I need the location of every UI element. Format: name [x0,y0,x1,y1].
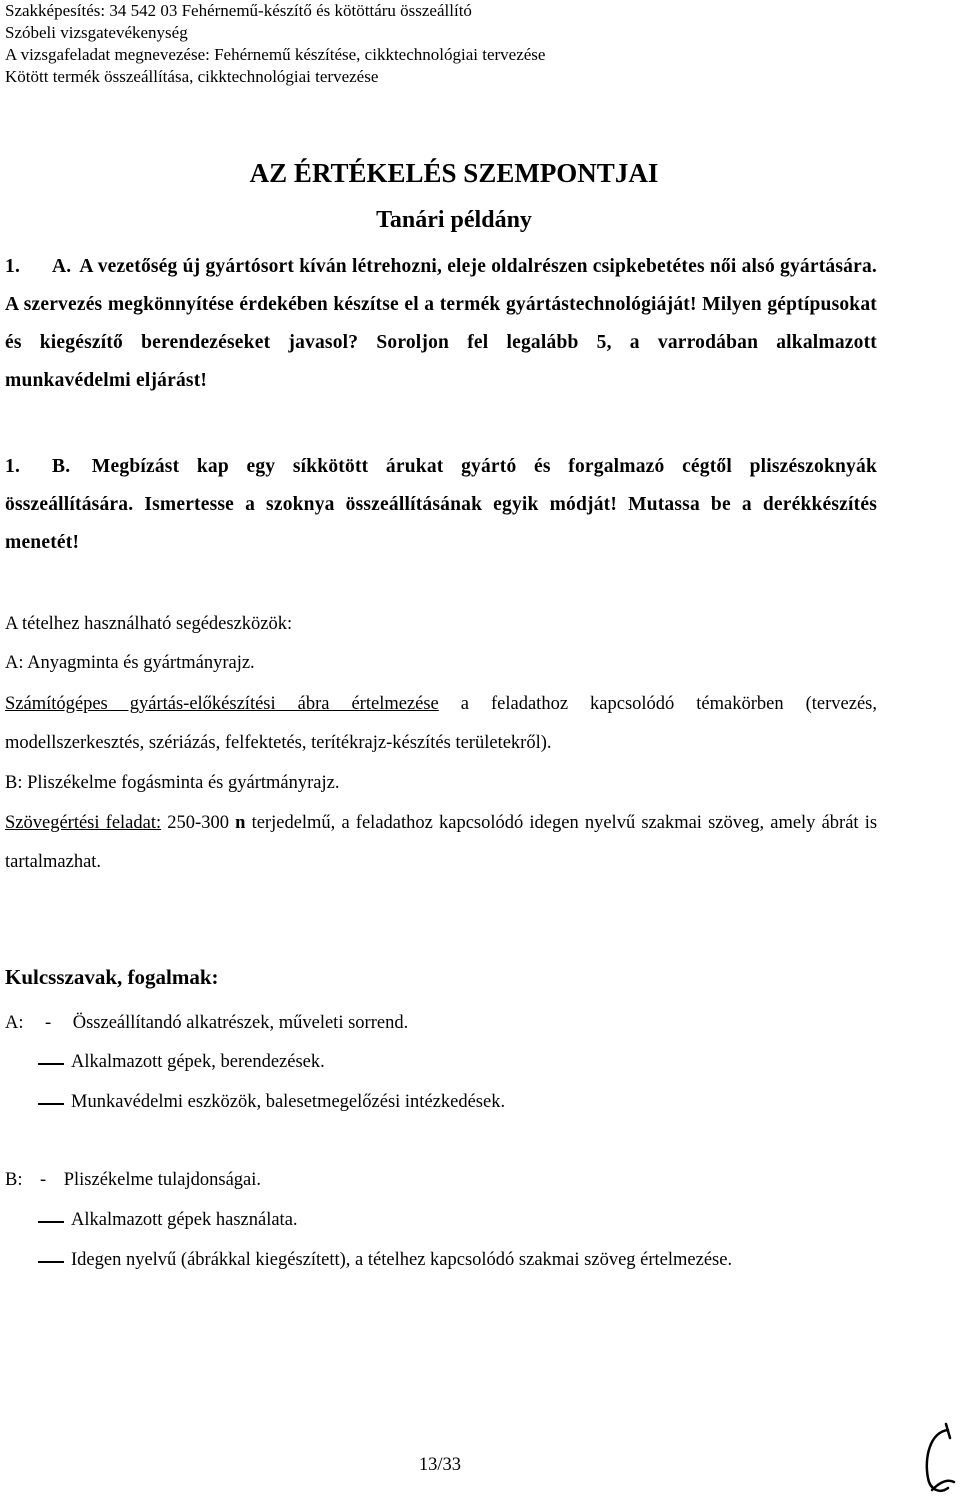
keywords-b-first [5,1161,877,1200]
tools-a [5,644,877,683]
bullet-dash [38,1221,64,1223]
tools-reading-text: terjedelmű, a feladathoz kapcsolódó idegen nyelvű szakmai szöveg, amely ábrát is tartalmazhat. [5,813,878,872]
page-subtitle: Tanári példány [376,207,532,233]
task-a-label: A. [52,256,72,277]
header-task-name: A vizsgafeladat megnevezése: Fehérnemű készítése, cikktechnológiai tervezése [5,45,546,64]
signature-mark [918,1418,958,1498]
tools-reading-range: 250-300 [167,813,229,833]
keywords-a-dash: - [45,1013,52,1033]
tools-computer-title: Számítógépes gyártás-előkészítési ábra értelmezése [5,694,439,714]
page-header [5,0,545,88]
tools-a-text: Anyagminta és gyártmányrajz. [27,653,255,673]
tools-computer [5,685,877,763]
header-subtask: Kötött termék összeállítása, cikktechnológiai tervezése [5,67,379,86]
tools-b-label: B: [5,773,23,793]
keywords-b-dash: - [40,1170,47,1190]
header-qualification: Szakképesítés: 34 542 03 Fehérnemű-készítő és kötöttáru összeállító [5,1,472,20]
task-a [5,248,877,400]
tools-reading [5,804,877,882]
task-b-label: B. [52,456,71,477]
tools-a-label: A: [5,653,24,673]
keywords-b-label: B: [5,1170,23,1190]
keywords-a-item: Munkavédelmi eszközök, balesetmegelőzési intézkedések. [71,1092,506,1112]
keywords-b-first-text: Pliszékelme tulajdonságai. [63,1170,262,1190]
page-number: 13/33 [418,1455,462,1475]
task-a-number: 1. [5,256,21,277]
bullet-dash [38,1063,64,1065]
page-title: AZ ÉRTÉKELÉS SZEMPONTJAI [249,158,659,188]
keywords-a-first [5,1004,877,1043]
keywords-title: Kulcsszavak, fogalmak: [5,965,219,989]
task-a-text: A vezetőség új gyártósort kíván létrehozni, eleje oldalrészen csipkebetétes női alsó gyártására. A szervezés megkönnyítése érdekében készítse el a termék gyártástechnológiáját! Milyen géptípusokat és kiegészítő berendezéseket javasol? Soroljon fel legalább 5, a varrodában alkalmazott munkavédelmi eljárást! [5,256,877,391]
header-activity: Szóbeli vizsgatevékenység [5,23,188,42]
bullet-dash [38,1261,64,1263]
task-b-text: Megbízást kap egy síkkötött árukat gyártó és forgalmazó cégtől pliszészoknyák összeállítására. Ismertesse a szoknya összeállításának egyik módját! Mutassa be a derékkészítés menetét! [5,456,877,553]
keywords-a-first-text: Összeállítandó alkatrészek, műveleti sorrend. [72,1013,409,1033]
keywords-a-item: Alkalmazott gépek, berendezések. [71,1052,325,1072]
keywords-b-item: Idegen nyelvű (ábrákkal kiegészített), a tételhez kapcsolódó szakmai szöveg értelmezése. [71,1250,733,1270]
tools-computer-text: a feladathoz kapcsolódó témakörben (tervezés, modellszerkesztés, szériázás, felfektetés, terítékrajz-készítés területekről). [5,694,877,753]
task-b-number: 1. [5,456,21,477]
bullet-dash [38,1103,64,1105]
tools-reading-title: Szövegértési feladat: [5,813,162,833]
tools-heading: A tételhez használható segédeszközök: [5,614,293,634]
keywords-a-label: A: [5,1013,24,1033]
task-b [5,448,877,562]
tools-b [5,764,877,803]
keywords-b-item: Alkalmazott gépek használata. [71,1210,298,1230]
tools-b-text: Pliszékelme fogásminta és gyártmányrajz. [27,773,340,793]
tools-reading-unit: n [235,813,246,833]
